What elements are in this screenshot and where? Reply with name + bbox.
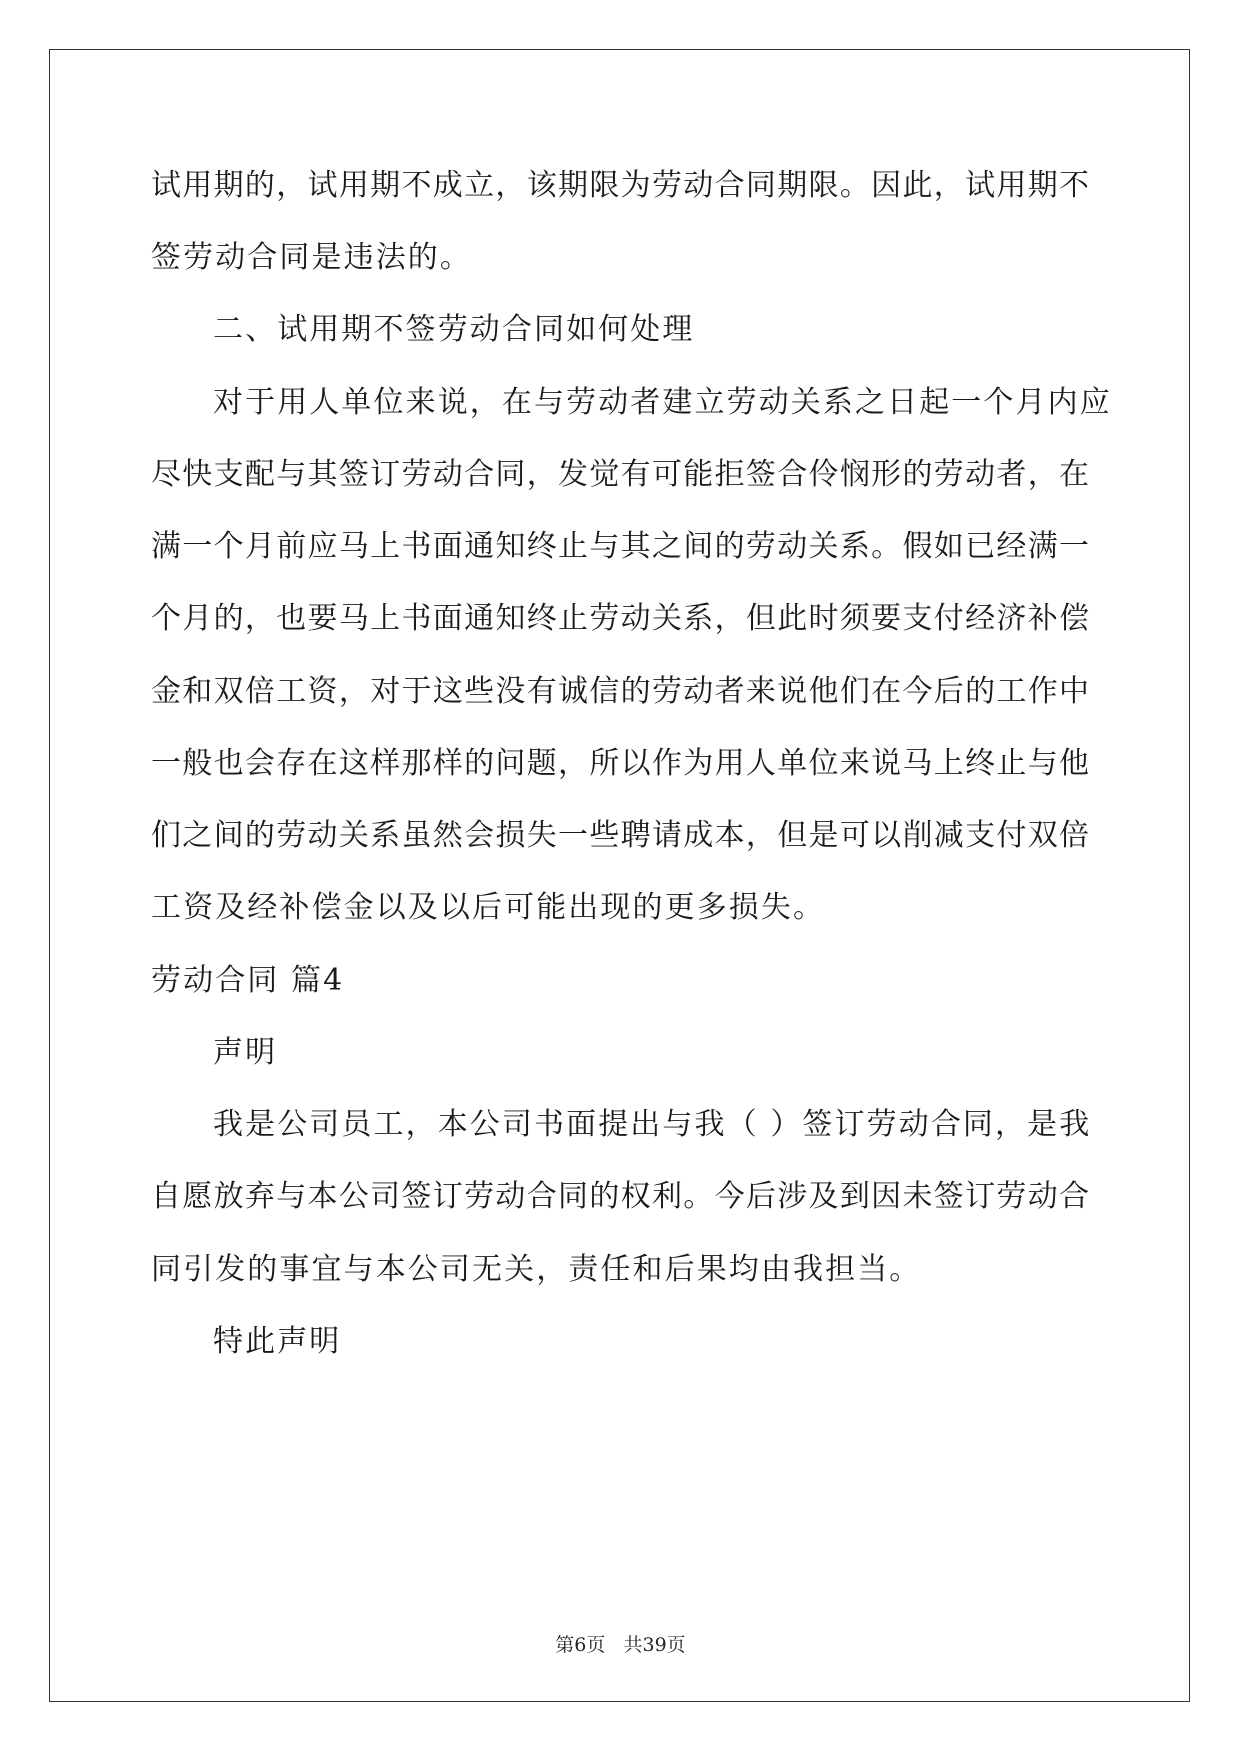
chapter-heading: 劳动合同 篇4 [151, 963, 345, 998]
paragraph-line: 个月的，也要马上书面通知终止劳动关系，但此时须要支付经济补偿 [151, 601, 1089, 636]
paragraph-line: 对于用人单位来说，在与劳动者建立劳动关系之日起一个月内应 [213, 385, 1112, 420]
paragraph-line: 我是公司员工，本公司书面提出与我（ ）签订劳动合同，是我 [213, 1107, 1092, 1142]
paragraph-line: 一般也会存在这样那样的问题，所以作为用人单位来说马上终止与他 [151, 746, 1089, 781]
paragraph-line: 尽快支配与其签订劳动合同，发觉有可能拒签合伶悯形的劳动者，在 [151, 457, 1089, 492]
paragraph-line: 签劳动合同是违法的。 [151, 240, 472, 275]
paragraph-line: 试用期的，试用期不成立，该期限为劳动合同期限。因此，试用期不 [151, 168, 1089, 203]
paragraph-line: 们之间的劳动关系虽然会损失一些聘请成本，但是可以削减支付双倍 [151, 818, 1089, 853]
section-heading: 二、试用期不签劳动合同如何处理 [213, 312, 695, 347]
statement-title: 声明 [213, 1035, 278, 1070]
statement-closing: 特此声明 [213, 1324, 342, 1359]
paragraph-line: 同引发的事宜与本公司无关，责任和后果均由我担当。 [151, 1252, 922, 1287]
paragraph-line: 金和双倍工资，对于这些没有诚信的劳动者来说他们在今后的工作中 [151, 674, 1089, 709]
page-number: 第6页 共39页 [555, 1634, 686, 1656]
paragraph-line: 工资及经补偿金以及以后可能出现的更多损失。 [151, 890, 826, 925]
paragraph-line: 满一个月前应马上书面通知终止与其之间的劳动关系。假如已经满一 [151, 529, 1089, 564]
paragraph-line: 自愿放弃与本公司签订劳动合同的权利。今后涉及到因未签订劳动合 [151, 1179, 1089, 1214]
page-border [49, 49, 1190, 1702]
